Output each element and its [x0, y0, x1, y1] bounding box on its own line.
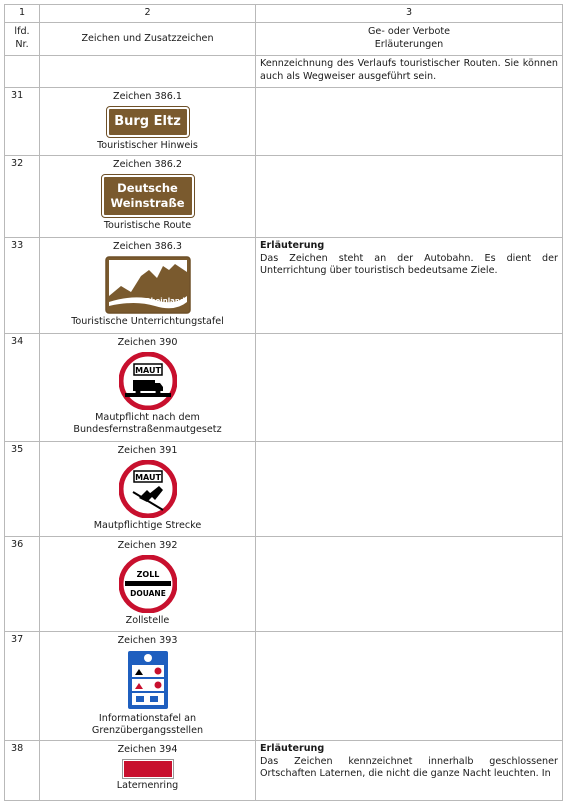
explanation-cell: [256, 632, 563, 741]
table-row: [5, 740, 563, 800]
sign-caption: Touristischer Hinweis: [97, 139, 198, 151]
sign-title: Zeichen 386.2: [113, 159, 182, 170]
col1-number: 1: [5, 5, 40, 23]
row-number: 33: [5, 238, 40, 334]
sign-title: Zeichen 394: [117, 743, 178, 755]
explanation-cell: [256, 740, 563, 800]
sign-title: Zeichen 390: [117, 337, 178, 348]
sign-title: Zeichen 386.3: [113, 241, 182, 252]
info-board-icon: [128, 651, 168, 709]
toll-road-icon: [119, 460, 177, 518]
sign-title: Zeichen 392: [117, 540, 178, 551]
sign-386-2: Deutsche Weinstraße: [102, 175, 194, 217]
explanation-cell: [256, 334, 563, 442]
table-row: [5, 442, 563, 537]
sign-title: Zeichen 393: [117, 635, 178, 646]
explanation-cell: [256, 537, 563, 632]
sign-386-1: Burg Eltz: [107, 107, 189, 137]
table-row: [5, 632, 563, 741]
intro-empty-nr: [5, 56, 40, 88]
row-number: 34: [5, 334, 40, 442]
truck-icon: [119, 352, 177, 410]
sign-386-3-label: Rheinland: [144, 296, 185, 305]
row-number: 38: [5, 740, 40, 800]
explanation-cell: [256, 156, 563, 238]
signs-table: [4, 4, 563, 801]
explanation-heading: Erläuterung: [260, 240, 325, 251]
intro-text: Kennzeichnung des Verlaufs touristischer Routen. Sie können auch als Wegweiser ausgeführt sein.: [256, 56, 563, 88]
table-row: [5, 238, 563, 334]
sign-caption: Zollstelle: [125, 614, 170, 626]
row-number: 37: [5, 632, 40, 741]
table-row: [5, 334, 563, 442]
explanation-heading: Erläuterung: [260, 742, 325, 754]
sign-caption: Laternenring: [116, 779, 179, 791]
sign-title: Zeichen 386.1: [113, 91, 182, 102]
table-row: [5, 88, 563, 156]
explanation-cell: [256, 442, 563, 537]
explanation-cell: [256, 88, 563, 156]
col2-number: 2: [40, 5, 256, 23]
sign-caption: Touristische Unterrichtungstafel: [71, 315, 224, 327]
mountain-landscape-icon: [105, 256, 191, 314]
sign-title: Zeichen 391: [117, 445, 178, 456]
explanation-text: Das Zeichen kennzeichnet innerhalb geschlossener Ortschaften Laternen, die nicht die ganze Nacht leuchten. In: [260, 755, 558, 780]
sign-caption: Touristische Route: [103, 219, 192, 231]
svg-text:DOUANE: DOUANE: [129, 588, 166, 598]
sign-caption: Mautpflichtige Strecke: [93, 519, 202, 531]
col2-header: Zeichen und Zusatzzeichen: [40, 23, 256, 56]
customs-sign-icon: [119, 555, 177, 613]
table-row: [5, 537, 563, 632]
explanation-cell: [256, 238, 563, 334]
col3-header: Ge- oder Verbote Erläuterungen: [256, 23, 563, 56]
sign-caption: Mautpflicht nach dem Bundesfernstraßenmautgesetz: [73, 411, 222, 436]
row-number: 35: [5, 442, 40, 537]
svg-text:MAUT: MAUT: [134, 365, 161, 375]
col3-number: 3: [256, 5, 563, 23]
lantern-ring-sign: [123, 760, 173, 778]
row-number: 31: [5, 88, 40, 156]
table-row: [5, 156, 563, 238]
row-number: 32: [5, 156, 40, 238]
col1-header: lfd. Nr.: [5, 23, 40, 56]
svg-text:ZOLL: ZOLL: [136, 569, 159, 579]
svg-text:MAUT: MAUT: [134, 472, 161, 482]
intro-empty-sign: [40, 56, 256, 88]
row-number: 36: [5, 537, 40, 632]
explanation-text: Das Zeichen steht an der Autobahn. Es dient der Unterrichtung über touristisch bedeutsame Ziele.: [260, 252, 558, 277]
sign-caption: Informationstafel an Grenzübergangsstellen: [91, 712, 204, 737]
